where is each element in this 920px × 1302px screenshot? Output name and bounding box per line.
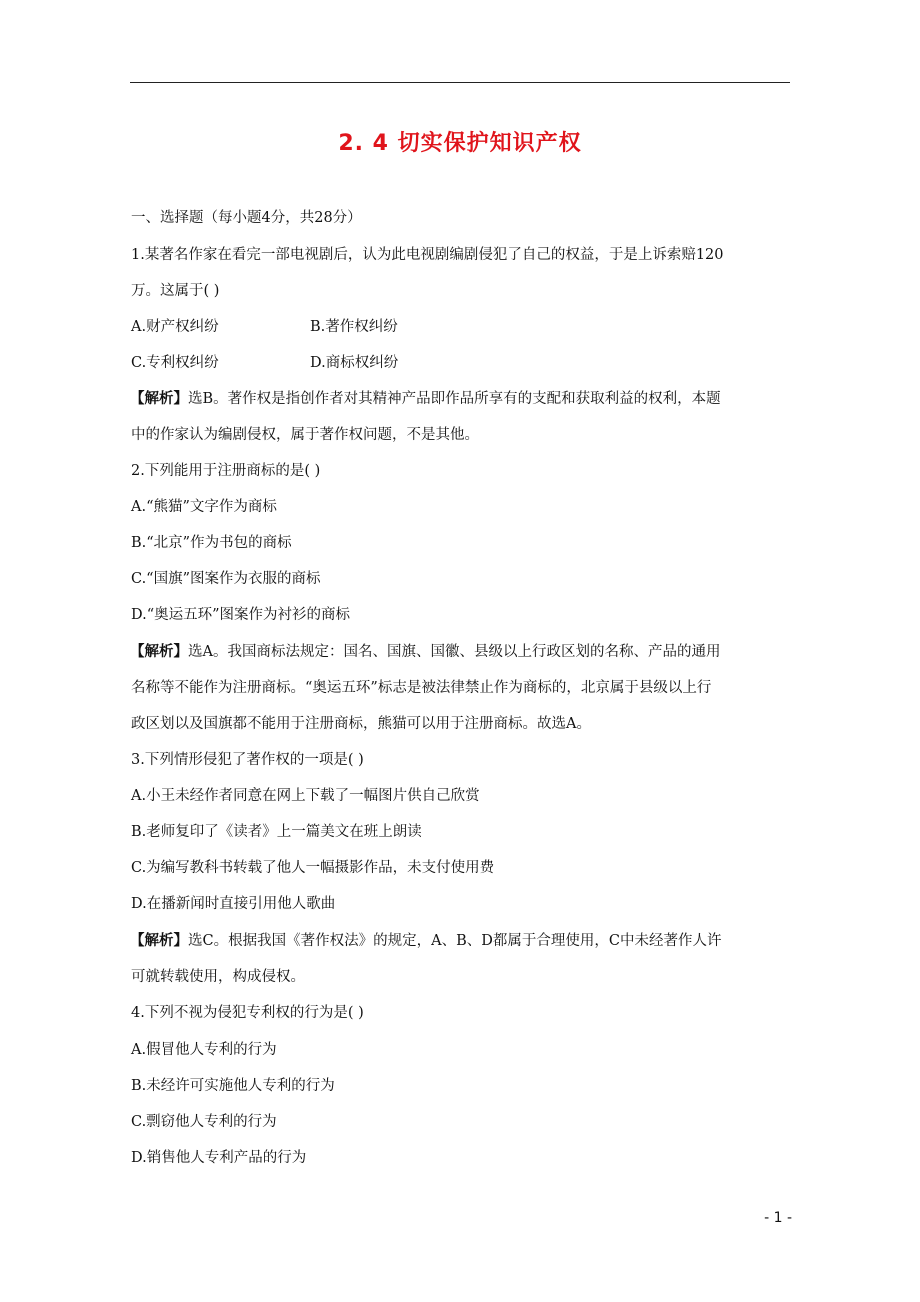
q2-analysis-line3: 政区划以及国旗都不能用于注册商标，熊猫可以用于注册商标。故选A。	[131, 716, 591, 732]
q1-option-d: D.商标权纠纷	[310, 355, 399, 371]
analysis-tag: 【解析】	[130, 390, 188, 407]
q2-option-a: A.“熊猫”文字作为商标	[131, 499, 277, 515]
q4-option-d: D.销售他人专利产品的行为	[131, 1150, 307, 1166]
page-number: - 1 -	[764, 1210, 792, 1226]
q3-stem: 3.下列情形侵犯了著作权的一项是( )	[131, 752, 364, 768]
q4-stem: 4.下列不视为侵犯专利权的行为是( )	[131, 1005, 364, 1021]
analysis-tag: 【解析】	[130, 932, 188, 949]
q1-option-a: A.财产权纠纷	[131, 319, 219, 335]
q1-option-b: B.著作权纠纷	[310, 319, 398, 335]
q1-stem-line1: 1.某著名作家在看完一部电视剧后，认为此电视剧编剧侵犯了自己的权益，于是上诉索赔120	[131, 247, 724, 263]
q1-option-c: C.专利权纠纷	[131, 355, 219, 371]
q2-option-b: B.“北京”作为书包的商标	[131, 535, 292, 551]
q3-option-c: C.为编写教科书转载了他人一幅摄影作品，未支付使用费	[131, 860, 495, 876]
q3-option-d: D.在播新闻时直接引用他人歌曲	[131, 896, 336, 912]
q3-analysis-line1	[130, 931, 721, 951]
q1-stem-line2: 万。这属于( )	[131, 283, 220, 299]
analysis-tag: 【解析】	[130, 643, 188, 660]
q3-option-b: B.老师复印了《读者》上一篇美文在班上朗读	[131, 824, 422, 840]
q2-analysis-text: 选A。我国商标法规定：国名、国旗、国徽、县级以上行政区划的名称、产品的通用	[188, 644, 721, 660]
q3-analysis-text: 选C。根据我国《著作权法》的规定，A、B、D都属于合理使用，C中未经著作人许	[188, 933, 722, 949]
q4-option-c: C.剽窃他人专利的行为	[131, 1114, 277, 1130]
q1-analysis-line2: 中的作家认为编剧侵权，属于著作权问题，不是其他。	[131, 427, 479, 443]
q4-option-a: A.假冒他人专利的行为	[131, 1042, 277, 1058]
q3-option-a: A.小王未经作者同意在网上下载了一幅图片供自己欣赏	[131, 788, 480, 804]
q2-analysis-line2: 名称等不能作为注册商标。“奥运五环”标志是被法律禁止作为商标的，北京属于县级以上行	[131, 680, 712, 696]
q3-analysis-line2: 可就转载使用，构成侵权。	[131, 969, 305, 985]
q1-options-row1	[131, 317, 219, 337]
q2-stem: 2.下列能用于注册商标的是( )	[131, 463, 321, 479]
q2-analysis-line1	[130, 642, 720, 662]
header-rule	[130, 82, 790, 83]
q2-option-d: D.“奥运五环”图案作为衬衫的商标	[131, 607, 351, 623]
section-heading: 一、选择题（每小题4分，共28分）	[131, 210, 362, 226]
page-title: 2. 4 切实保护知识产权	[338, 131, 582, 156]
q1-analysis-text: 选B。著作权是指创作者对其精神产品即作品所享有的支配和获取利益的权利，本题	[188, 391, 721, 407]
q2-option-c: C.“国旗”图案作为衣服的商标	[131, 571, 321, 587]
q4-option-b: B.未经许可实施他人专利的行为	[131, 1078, 335, 1094]
q1-analysis-line1	[130, 389, 721, 409]
